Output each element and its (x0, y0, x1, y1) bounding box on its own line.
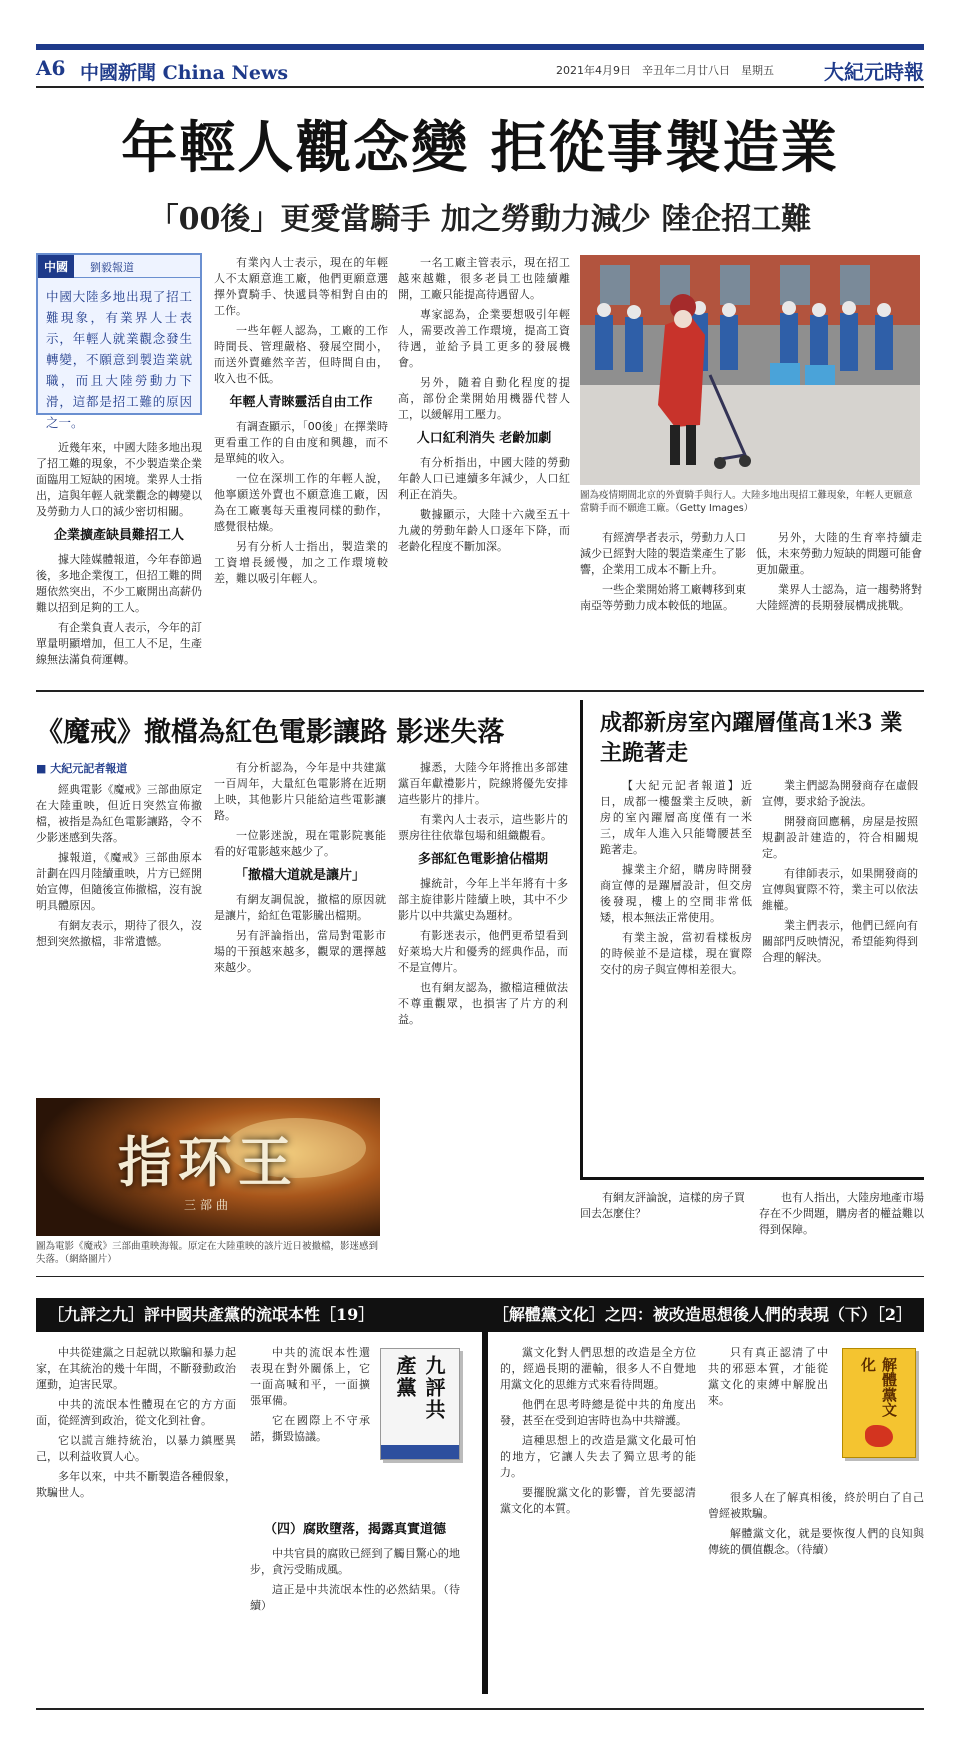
paragraph: 一位影迷說，現在電影院裏能看的好電影越來越少了。 (214, 829, 386, 858)
paragraph: 有業內人士表示，現在的年輕人不太願意進工廠，他們更願意選擇外賣騎手、快遞員等相對自由的工作。 (214, 256, 388, 317)
party-culture-book (842, 1348, 916, 1458)
paragraph: 據悉，大陸今年將推出多部建黨百年獻禮影片，院線將優先安排這些影片的排片。 (398, 761, 568, 806)
paragraph: 有業主說，當初看樣板房的時候並不是這樣，現在實際交付的房子與宣傳相差很大。 (600, 931, 752, 976)
culture-column-2a (708, 1345, 828, 1485)
lead-headline: 年輕人觀念變 拒從事製造業 (121, 115, 839, 181)
paragraph: 有分析認為，今年是中共建黨一百周年，大量紅色電影將在近期上映，其他影片只能給這些電影讓路。 (214, 761, 386, 822)
paragraph: 有影迷表示，他們更希望看到好萊塢大片和優秀的經典作品，而不是宣傳片。 (398, 929, 568, 974)
lead-column-2 (214, 255, 388, 670)
paragraph: 他們在思考時總是從中共的角度出發，甚至在受到迫害時也為中共辯護。 (500, 1398, 696, 1427)
lead-column-5 (756, 530, 922, 670)
masthead (36, 56, 924, 84)
summary-tag: 中國 (38, 255, 74, 278)
paragraph: 經典電影《魔戒》三部曲原定在大陸重映，但近日突然宣佈撤檔，被指是為紅色電影讓路，令不少影迷感到失落。 (36, 783, 202, 844)
nine-column-1 (36, 1345, 236, 1695)
book-stripe (381, 1445, 459, 1459)
paragraph: 近幾年來，中國大陸多地出現了招工難的現象，不少製造業企業面臨用工短缺的困境。業界人士指出，這與年輕人就業觀念的轉變以及勞動力人口的減少密切相關。 (36, 441, 202, 518)
paragraph: 中共從建黨之日起就以欺騙和暴力起家，在其統治的幾十年間，不斷發動政治運動，迫害民眾。 (36, 1346, 236, 1391)
paragraph: 要擺脫黨文化的影響，首先要認清黨文化的本質。 (500, 1486, 696, 1515)
page-number: A6 (36, 56, 66, 80)
lead-subheadline: 「00後」更愛當騎手 加之勞動力減少 陸企招工難 (148, 202, 812, 237)
nine-column-2 (250, 1345, 370, 1515)
paragraph: 業主們認為開發商存在虛假宣傳，要求給予說法。 (762, 779, 918, 808)
film-subtitle-1: 「撤檔大道就是讓片」 (234, 868, 365, 883)
film-column-3 (398, 760, 568, 1260)
square-bullet-icon: ■ (36, 762, 47, 775)
paragraph: 專家認為，企業要想吸引年輕人，需要改善工作環境，提高工資待遇，並給予員工更多的發展機會。 (398, 308, 570, 369)
paragraph: 【大紀元記者報道】近日，成都一樓盤業主反映，新房的室內躍層高度僅有一米三，成年人進入只能彎腰甚至跪著走。 (600, 779, 752, 856)
paragraph: 一名工廠主管表示，現在招工越來越難，很多老員工也陸續離開，工廠只能提高待遇留人。 (398, 256, 570, 301)
summary-text: 中國大陸多地出現了招工難現象，有業界人士表示，年輕人就業觀念發生轉變，不願意到製造業就職，而且大陸勞動力下滑，這都是招工難的原因之一。 (46, 289, 192, 430)
paragraph: 據報道，《魔戒》三部曲原本計劃在四月陸續重映，片方已經開始宣傳，但隨後宣佈撤檔，沒有說明具體原因。 (36, 851, 202, 912)
lead-column-3 (398, 255, 570, 670)
summary-reporter: 劉毅報道 (90, 261, 134, 274)
courier-photo-caption: 圖為疫情期間北京的外賣騎手與行人。大陸多地出現招工難現象，年輕人更願意當騎手而不願進工廠。（Getty Images） (580, 490, 913, 514)
paragraph: 這正是中共流氓本性的必然結果。（待續） (250, 1583, 460, 1612)
paragraph: 黨文化對人們思想的改造是全方位的，經過長期的灌輸，很多人不自覺地用黨文化的思維方式來看待問題。 (500, 1346, 696, 1391)
poster-subtitle: 三部曲 (183, 1198, 232, 1212)
film-column-2 (214, 760, 386, 1087)
culture-column-2b (708, 1490, 924, 1695)
chengdu-column-2 (762, 778, 918, 1168)
book-title: 九評共產黨 (393, 1355, 446, 1421)
paragraph: 有調查顯示，「00後」在擇業時更看重工作的自由度和興趣，而不是單純的收入。 (214, 420, 388, 465)
paragraph: 有企業負責人表示，今年的訂單量明顯增加，但工人不足，生產線無法滿負荷運轉。 (36, 621, 202, 666)
paragraph: 開發商回應稱，房屋是按照規劃設計建造的，符合相關規定。 (762, 815, 918, 860)
paragraph: 一位在深圳工作的年輕人說，他寧願送外賣也不願意進工廠，因為在工廠裏每天重複同樣的動作，感覺很枯燥。 (214, 472, 388, 533)
chengdu-column-3 (580, 1190, 924, 1260)
paragraph: 另有分析人士指出，製造業的工資增長緩慢，加之工作環境較差，難以吸引年輕人。 (214, 540, 388, 585)
paragraph: 這種思想上的改造是黨文化最可怕的地方，它讓人失去了獨立思考的能力。 (500, 1434, 696, 1479)
paragraph: 中共的流氓本性還表現在對外關係上，它一面高喊和平，一面擴張軍備。 (250, 1346, 370, 1407)
nine-commentaries-banner: ［九評之九］評中國共產黨的流氓本性［19］ (36, 1298, 482, 1332)
paragraph: 中共的流氓本性體現在它的方方面面，從經濟到政治，從文化到社會。 (36, 1398, 236, 1427)
lotr-poster-caption: 圖為電影《魔戒》三部曲重映海報。原定在大陸重映的該片近日被撤檔，影迷感到失落。（網絡圖片） (36, 1241, 379, 1265)
nine-column-3 (250, 1522, 460, 1694)
paragraph: 有分析指出，中國大陸的勞動年齡人口已連續多年減少，人口紅利正在消失。 (398, 456, 570, 501)
paragraph: 有業內人士表示，這些影片的票房往往依靠包場和組織觀看。 (398, 813, 568, 842)
bottom-rule (36, 1708, 924, 1710)
culture-column-1 (500, 1345, 696, 1695)
paragraph: 有律師表示，如果開發商的宣傳與實際不符，業主可以依法維權。 (762, 867, 918, 912)
paragraph: 只有真正認清了中共的邪惡本質，才能從黨文化的束縛中解脫出來。 (708, 1346, 828, 1407)
paragraph: 一些年輕人認為，工廠的工作時間長、管理嚴格、發展空間小，而送外賣雖然辛苦，但時間自由，收入也不低。 (214, 324, 388, 385)
paragraph: 另外，隨着自動化程度的提高，部份企業開始用機器代替人工，以緩解用工壓力。 (398, 376, 570, 421)
film-byline (36, 760, 127, 776)
paragraph: 另有評論指出，當局對電影市場的干預越來越多，觀眾的選擇越來越少。 (214, 929, 386, 974)
paragraph: 據業主介紹，購房時開發商宣傳的是躍層設計，但交房後發現，樓上的空間非常低矮，根本無法正常使用。 (600, 863, 752, 924)
lead-subtitle-2: 年輕人青睞靈活自由工作 (229, 395, 373, 410)
paragraph: 也有網友認為，撤檔這種做法不尊重觀眾，也損害了片方的利益。 (398, 981, 568, 1026)
section-title: 中國新聞 China News (80, 62, 289, 84)
section-rule-2 (36, 1276, 924, 1277)
paragraph: 很多人在了解真相後，終於明白了自己曾經被欺騙。 (708, 1491, 924, 1520)
film-subtitle-2: 多部紅色電影搶佔檔期 (417, 852, 548, 867)
chengdu-headline: 成都新房室內躍層僅高1米3 業主跪著走 (600, 710, 903, 766)
paragraph: 也有人指出，大陸房地產市場存在不少問題，購房者的權益難以得到保障。 (759, 1191, 924, 1236)
book-title: 解體黨文化 (859, 1357, 898, 1417)
paragraph: 據大陸媒體報道，今年春節過後，多地企業復工，但招工難的問題依然突出，不少工廠開出高薪仍難以招到足夠的工人。 (36, 553, 202, 614)
paragraph: 業界人士認為，這一趨勢將對大陸經濟的長期發展構成挑戰。 (756, 583, 922, 612)
paragraph: 它以謊言維持統治，以暴力鎮壓異己，以利益收買人心。 (36, 1434, 236, 1463)
paragraph: 有網友評論說，這樣的房子買回去怎麼住？ (580, 1191, 745, 1220)
paragraph: 一些企業開始將工廠轉移到東南亞等勞動力成本較低的地區。 (580, 583, 746, 612)
film-column-1 (36, 782, 202, 1087)
party-culture-banner: ［解體黨文化］之四：被改造思想後人們的表現（下）［2］ (488, 1298, 924, 1332)
map-icon (865, 1425, 893, 1447)
paragraph: 有網友表示，期待了很久，沒想到突然撤檔，非常遺憾。 (36, 919, 202, 948)
paragraph: 據統計，今年上半年將有十多部主旋律影片陸續上映，其中不少影片以中共黨史為題材。 (398, 877, 568, 922)
masthead-top-bar (36, 44, 924, 50)
summary-box (36, 253, 202, 430)
paragraph: 有網友調侃說，撤檔的原因就是讓片，給紅色電影騰出檔期。 (214, 893, 386, 922)
masthead-rule (36, 86, 924, 88)
film-byline-text: 大紀元記者報道 (50, 762, 128, 775)
courier-photo (580, 255, 920, 485)
issue-date: 2021年4月9日 辛丑年二月廿八日 星期五 (556, 64, 774, 77)
paragraph: 另外，大陸的生育率持續走低，未來勞動力短缺的問題可能會更加嚴重。 (756, 531, 922, 576)
paragraph: 數據顯示，大陸十六歲至五十九歲的勞動年齡人口逐年下降，而老齡化程度不斷加深。 (398, 508, 570, 553)
lead-column-4 (580, 530, 746, 670)
chengdu-column-1 (600, 778, 752, 1168)
courier-photo-illustration (580, 255, 920, 485)
summary-tag-bar (38, 255, 200, 278)
paragraph: 業主們表示，他們已經向有關部門反映情況，希望能夠得到合理的解決。 (762, 919, 918, 964)
nine-subtitle: （四）腐敗墮落，揭露真實道德 (263, 1522, 446, 1537)
newspaper-logo: 大紀元時報 (824, 60, 924, 84)
paragraph: 多年以來，中共不斷製造各種假象，欺騙世人。 (36, 1470, 236, 1499)
paragraph: 它在國際上不守承諾，撕毀協議。 (250, 1414, 370, 1443)
poster-title: 指环王 (118, 1130, 298, 1194)
lead-subtitle-1: 企業擴產缺員難招工人 (53, 528, 184, 543)
paragraph: 解體黨文化，就是要恢復人們的良知與傳統的價值觀念。（待續） (708, 1527, 924, 1556)
paragraph: 中共官員的腐敗已經到了觸目驚心的地步，貪污受賄成風。 (250, 1547, 460, 1576)
paragraph: 有經濟學者表示，勞動力人口減少已經對大陸的製造業產生了影響，企業用工成本不斷上升。 (580, 531, 746, 576)
section-rule-1 (36, 690, 924, 692)
column-divider (482, 1298, 488, 1694)
lead-column-1 (36, 440, 202, 670)
lotr-poster (36, 1098, 380, 1236)
nine-commentaries-book (380, 1348, 460, 1460)
lead-subtitle-3: 人口紅利消失 老齡加劇 (416, 431, 552, 446)
film-headline: 《魔戒》撤檔為紅色電影讓路 影迷失落 (36, 717, 505, 748)
